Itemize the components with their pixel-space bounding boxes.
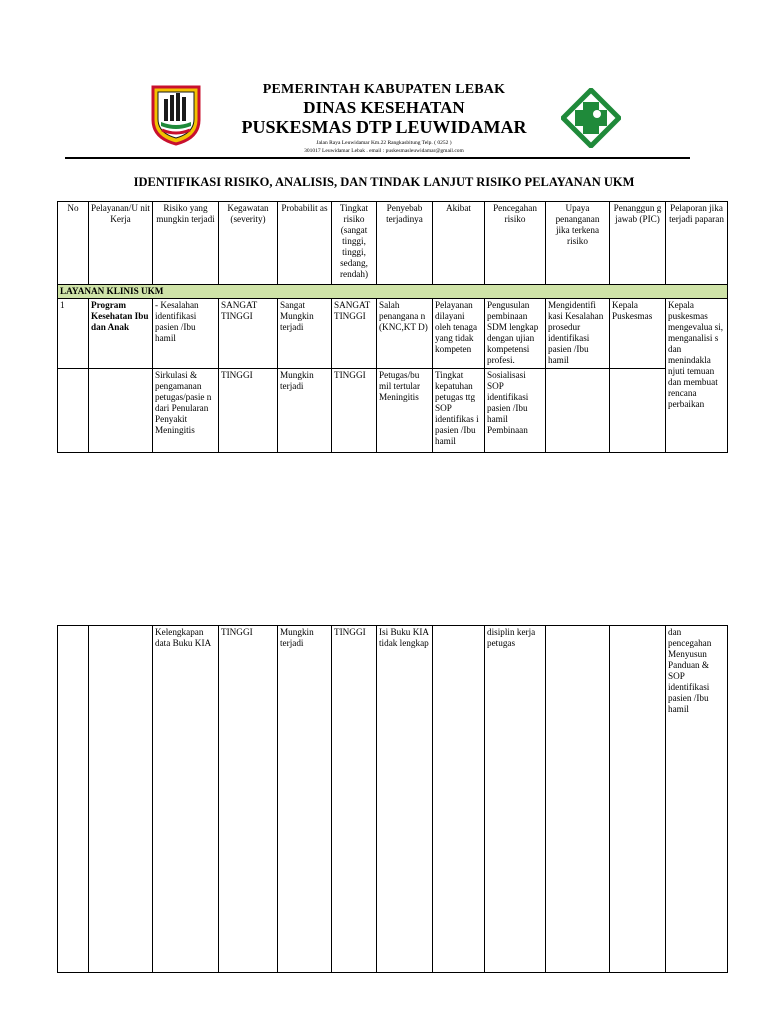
cell-reporting: dan pencegahan Menyusun Panduan & SOP identifikasi pasien /Ibu hamil [666,626,728,973]
table-row [58,626,728,973]
cell-risk-level: SANGAT TINGGI [332,299,377,369]
table-header-row [58,202,728,285]
header-probability: Probabilit as [278,202,332,285]
header-risk: Risiko yang mungkin terjadi [153,202,219,285]
cell-prevention: disiplin kerja petugas [485,626,546,973]
cell-no [58,626,89,973]
cell-risk-level: TINGGI [332,369,377,453]
cell-cause: Salah penangana n (KNC,KT D) [377,299,433,369]
cell-prevention: Sosialisasi SOP identifikasi pasien /Ibu hamil Pembinaan [485,369,546,453]
cell-prevention: Pengusulan pembinaan SDM lengkap dengan ujian kompetensi profesi. [485,299,546,369]
cell-unit [89,369,153,453]
header-severity: Kegawatan (severity) [219,202,278,285]
cell-probability: Sangat Mungkin terjadi [278,299,332,369]
header-effect: Akibat [433,202,485,285]
cell-effect [433,626,485,973]
header-government: PEMERINTAH KABUPATEN LEBAK [262,82,506,97]
cell-reporting: Kepala puskesmas mengevalua si, menganalisi s dan menindakla njuti temuan dan membuat rencana perbaikan [666,299,728,453]
header-agency: DINAS KESEHATAN [303,98,465,117]
header-address: Jalan Raya Leuwidamar Km.22 Rangkasbitung Telp. ( 0252 ) [316,140,452,146]
document-title: IDENTIFIKASI RISIKO, ANALISIS, DAN TINDAK LANJUT RISIKO PELAYANAN UKM [133,175,635,189]
header-no: No [58,202,89,285]
cell-no: 1 [58,299,89,369]
cell-pic [610,626,666,973]
cell-handling: Mengidentifi kasi Kesalahan prosedur identifikasi pasien /Ibu hamil [546,299,610,369]
cell-effect: Tingkat kepatuhan petugas ttg SOP identifikas i pasien /Ibu hamil [433,369,485,453]
header-reporting: Pelaporan jika terjadi paparan [666,202,728,285]
cell-effect: Pelayanan dilayani oleh tenaga yang tidak kompeten [433,299,485,369]
header-cause: Penyebab terjadinya [377,202,433,285]
table-row [58,299,728,369]
header-unit: Pelayanan/U nit Kerja [89,202,153,285]
cell-cause: Petugas/bu mil tertular Meningitis [377,369,433,453]
header-pic: Penanggun g jawab (PIC) [610,202,666,285]
cell-pic [610,369,666,453]
header-institution: PUSKESMAS DTP LEUWIDAMAR [241,117,527,137]
cell-handling [546,369,610,453]
section-row [58,285,728,299]
header-contact: 301017 Leuwidamar Lebak . email : puskesmasleuwidamar@gmail.com [304,148,464,154]
risk-table-continued [57,625,728,973]
cell-risk: - Kesalahan identifikasi pasien /Ibu hamil [153,299,219,369]
cell-severity: SANGAT TINGGI [219,299,278,369]
cell-risk-level: TINGGI [332,626,377,973]
cell-pic: Kepala Puskesmas [610,299,666,369]
cell-risk: Sirkulasi & pengamanan petugas/pasie n dari Penularan Penyakit Meningitis [153,369,219,453]
cell-probability: Mungkin terjadi [278,369,332,453]
cell-severity: TINGGI [219,369,278,453]
cell-severity: TINGGI [219,626,278,973]
section-label: LAYANAN KLINIS UKM [58,285,728,299]
cell-no [58,369,89,453]
header-prevention: Pencegahan risiko [485,202,546,285]
table-row [58,369,728,453]
cell-unit: Program Kesehatan Ibu dan Anak [89,299,153,369]
cell-unit [89,626,153,973]
header-handling: Upaya penanganan jika terkena risiko [546,202,610,285]
header-risk-level: Tingkat risiko (sangat tinggi, tinggi, sedang, rendah) [332,202,377,285]
cell-risk: Kelengkapan data Buku KIA [153,626,219,973]
risk-table [57,201,728,453]
header-divider [65,157,690,159]
cell-handling [546,626,610,973]
cell-cause: Isi Buku KIA tidak lengkap [377,626,433,973]
cell-probability: Mungkin terjadi [278,626,332,973]
